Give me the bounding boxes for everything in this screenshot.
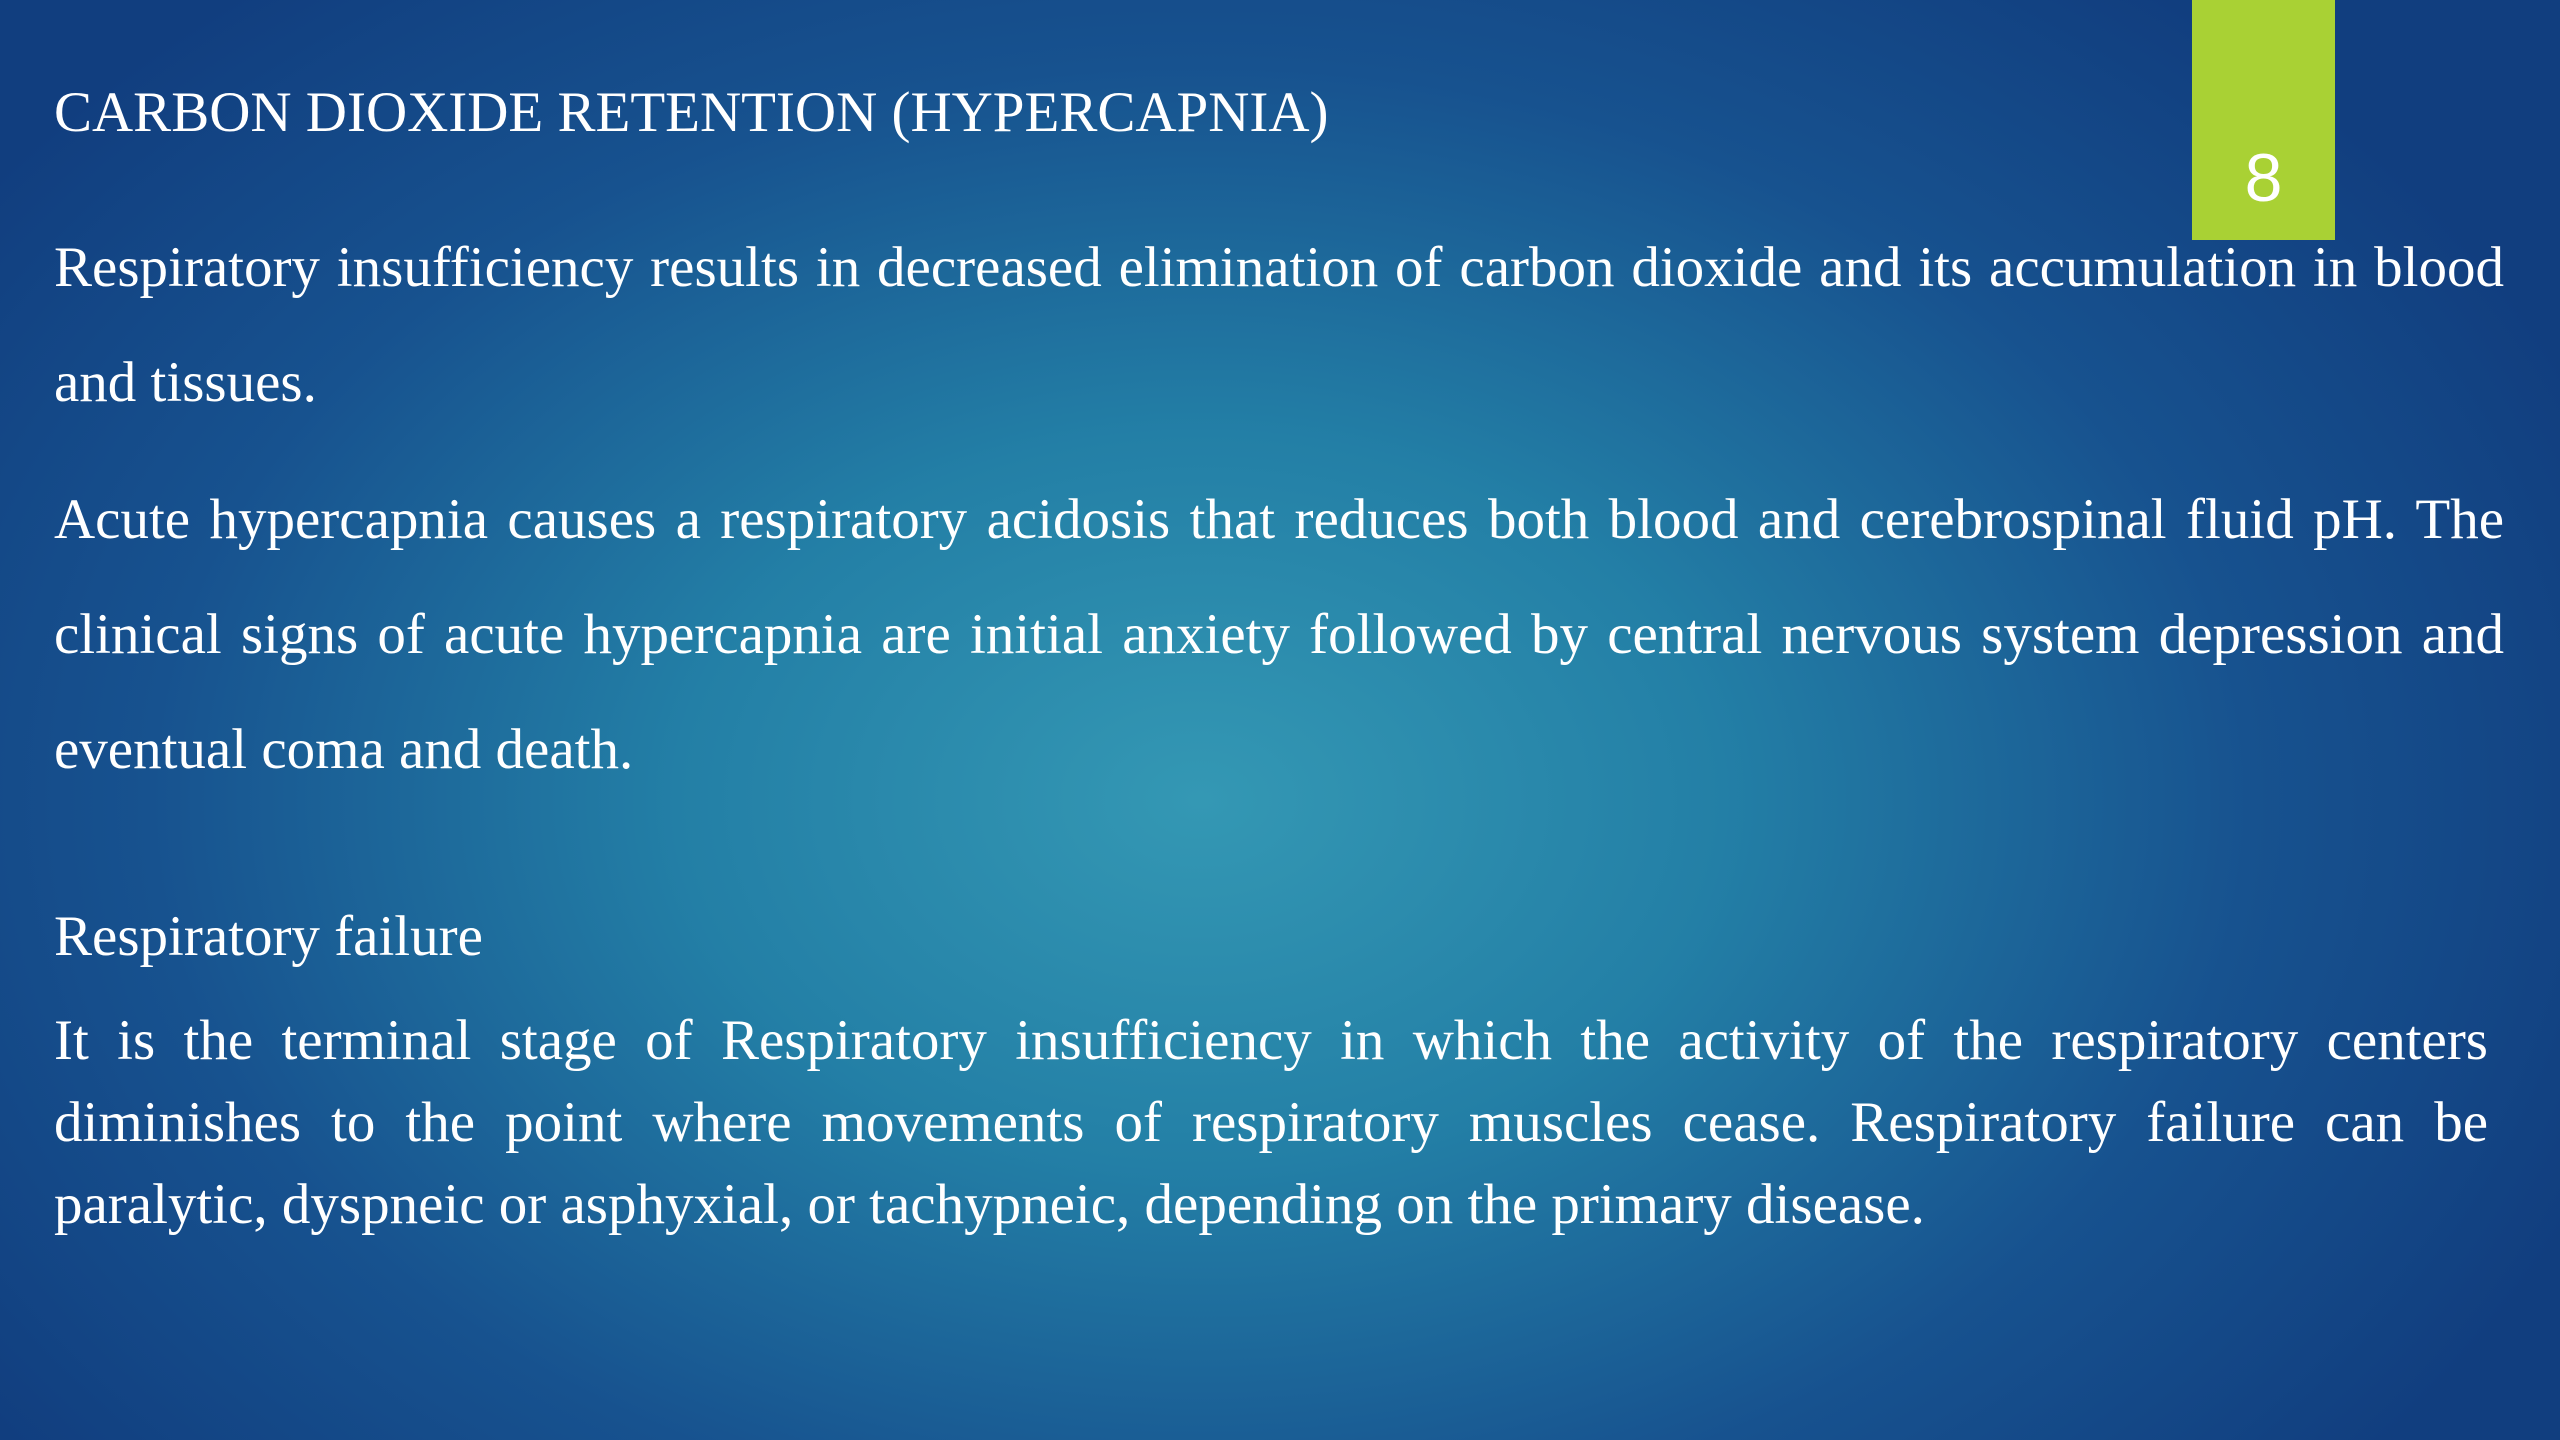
paragraph-insufficiency: Respiratory insufficiency results in decreased elimination of carbon dioxide and its accumulation in blood and tissues. [54,236,2504,414]
paragraph-respiratory-failure: It is the terminal stage of Respiratory insufficiency in which the activity of the respiratory centers diminishes to the point where movements of respiratory muscles cease. Respiratory failure can be paralytic, dyspneic or asphyxial, or tachypneic, depending on the primary disease. [54,1009,2488,1236]
paragraph-acute-hypercapnia: Acute hypercapnia causes a respiratory acidosis that reduces both blood and cerebrospinal fluid pH. The clinical signs of acute hypercapnia are initial anxiety followed by central nervous system depression and eventual coma and death. [54,488,2504,781]
page-number: 8 [2244,140,2283,216]
page-number-badge [2192,0,2335,240]
subheading-respiratory-failure: Respiratory failure [54,905,483,968]
slide-heading: CARBON DIOXIDE RETENTION (HYPERCAPNIA) [54,81,1329,144]
